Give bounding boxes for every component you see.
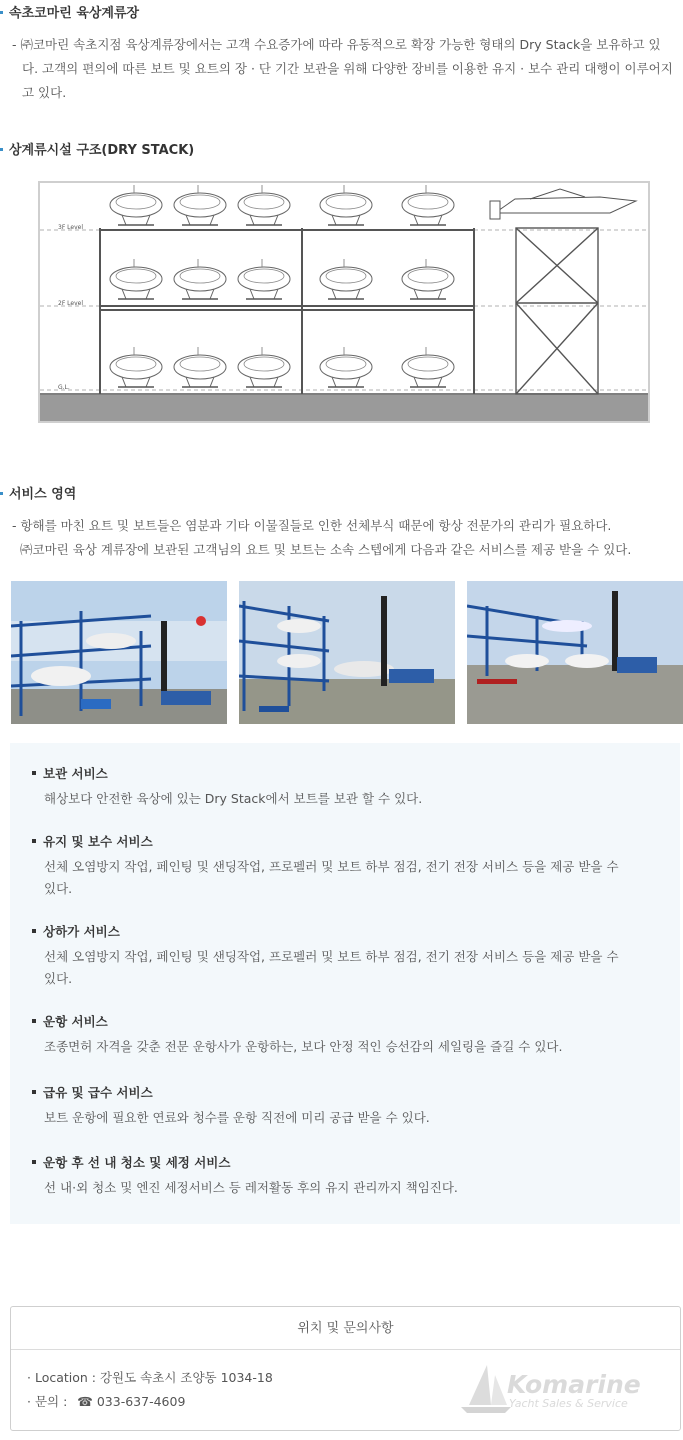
services-intro-line1: - 항해를 마친 요트 및 보트들은 염분과 기타 이물질들로 인한 선체부식 때문에 항상 전문가의 관리가 필요하다. xyxy=(12,518,612,533)
service-title: 상하가 서비스 xyxy=(43,924,120,939)
section-title-text: 상계류시설 구조(DRY STACK) xyxy=(9,143,195,158)
services-intro-line2: ㈜코마린 육상 계류장에 보관된 고객님의 요트 및 보트는 소속 스텝에게 다음과 같은 서비스를 제공 받을 수 있다. xyxy=(20,542,632,557)
service-desc: 선체 오염방지 작업, 페인팅 및 샌딩작업, 프로펠러 및 보트 하부 점검, 전기 전장 서비스 등을 제공 받을 수 있다. xyxy=(44,949,619,986)
service-desc: 보트 운항에 필요한 연료와 청수를 운항 직전에 미리 공급 받을 수 있다. xyxy=(44,1110,430,1125)
bullet-dot-icon xyxy=(32,771,36,775)
bullet-dot-icon xyxy=(32,1090,36,1094)
section-title-marina xyxy=(0,2,139,21)
service-title: 운항 후 선 내 청소 및 세정 서비스 xyxy=(43,1155,231,1170)
marina-photo-1 xyxy=(11,581,227,724)
marina-description: - ㈜코마린 속초지점 육상계류장에서는 고객 수요증가에 따라 유동적으로 확장 가능한 형태의 Dry Stack을 보유하고 있다. 고객의 편의에 따른 보트 및 요트의 장 · 단 기간 보관을 위해 다양한 장비를 이용한 유지 · 보수 관리 대행이 이루어지고 있다. xyxy=(12,37,673,100)
marina-photo-3 xyxy=(467,581,683,724)
section-title-services xyxy=(0,483,76,502)
section-title-dry-stack xyxy=(0,139,194,158)
contact-location: · Location : 강원도 속초시 조양동 1034-18 xyxy=(27,1370,273,1385)
service-desc: 해상보다 안전한 육상에 있는 Dry Stack에서 보트를 보관 할 수 있다. xyxy=(44,791,423,806)
contact-phone-label: · 문의 : xyxy=(27,1394,68,1409)
bullet-square-icon xyxy=(0,11,3,14)
service-title: 운항 서비스 xyxy=(43,1014,108,1029)
contact-heading: 위치 및 문의사항 xyxy=(11,1307,680,1350)
service-title: 급유 및 급수 서비스 xyxy=(43,1085,153,1100)
bullet-dot-icon xyxy=(32,1019,36,1023)
contact-box xyxy=(10,1306,681,1431)
service-title: 유지 및 보수 서비스 xyxy=(43,834,153,849)
service-desc: 선 내·외 청소 및 엔진 세정서비스 등 레저활동 후의 유지 관리까지 책임진다. xyxy=(44,1180,458,1195)
service-item-operation xyxy=(32,1012,652,1058)
service-item-maintenance xyxy=(32,832,652,900)
komarine-logo xyxy=(457,1361,662,1415)
dry-stack-diagram xyxy=(38,181,650,423)
section-title-text: 속초코마린 육상계류장 xyxy=(9,6,140,21)
level-2f-label: 2F Level xyxy=(58,300,84,307)
service-item-fuel-water xyxy=(32,1083,652,1129)
section-title-text: 서비스 영역 xyxy=(9,487,77,502)
level-3f-label: 3F Level xyxy=(58,224,84,231)
logo-name: Komarine xyxy=(507,1370,641,1399)
bullet-dot-icon xyxy=(32,1160,36,1164)
services-list xyxy=(10,743,680,1224)
marina-photo-2 xyxy=(239,581,455,724)
service-desc: 조종면허 자격을 갖춘 전문 운항사가 운항하는, 보다 안정 적인 승선감의 세일링을 즐길 수 있다. xyxy=(44,1039,563,1054)
service-item-cleaning xyxy=(32,1153,652,1199)
contact-phone-row xyxy=(27,1392,185,1410)
phone-icon: ☎ xyxy=(77,1394,93,1409)
service-title: 보관 서비스 xyxy=(43,766,108,781)
bullet-square-icon xyxy=(0,148,3,151)
ground-level-label: G.L. xyxy=(58,384,70,391)
bullet-dot-icon xyxy=(32,929,36,933)
logo-tagline: Yacht Sales & Service xyxy=(509,1397,628,1410)
contact-phone-number[interactable]: 033-637-4609 xyxy=(96,1394,186,1409)
service-item-launch xyxy=(32,922,652,990)
bullet-square-icon xyxy=(0,492,3,495)
service-desc: 선체 오염방지 작업, 페인팅 및 샌딩작업, 프로펠러 및 보트 하부 점검, 전기 전장 서비스 등을 제공 받을 수 있다. xyxy=(44,859,619,896)
service-item-storage xyxy=(32,764,652,810)
bullet-dot-icon xyxy=(32,839,36,843)
